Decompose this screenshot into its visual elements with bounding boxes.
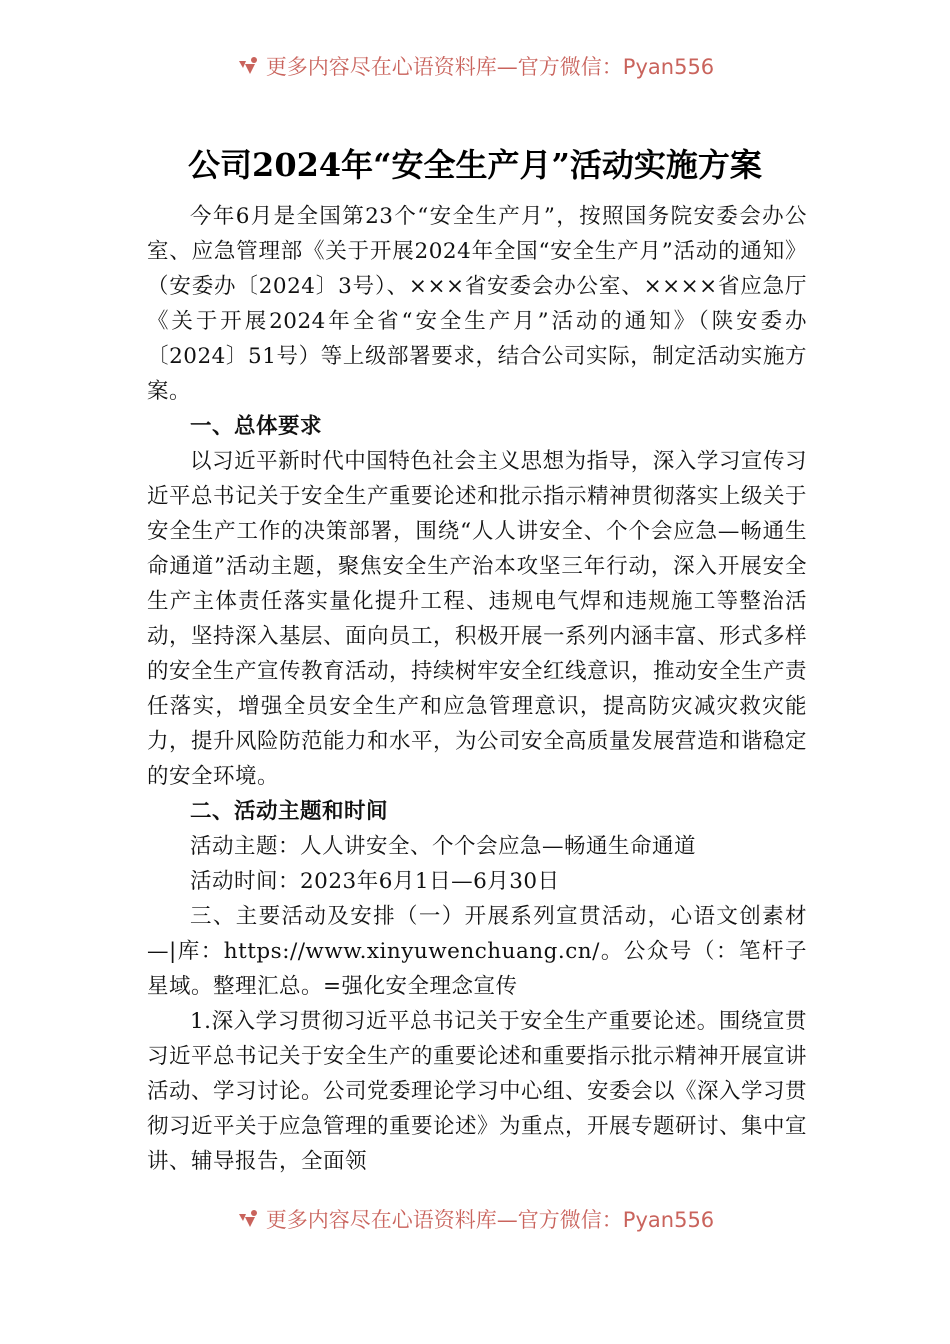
watermark-header xyxy=(0,55,950,85)
intro-paragraph: 今年6月是全国第23个“安全生产月”，按照国务院安委会办公室、应急管理部《关于开展2024年全国“安全生产月”活动的通知》（安委办〔2024〕3号）、×××省安委会办公室、××××省应急厅《关于开展2024年全省“安全生产月”活动的通知》（陕安委办〔2024〕51号）等上级部署要求，结合公司实际，制定活动实施方案。 xyxy=(147,204,807,404)
section1-paragraph: 以习近平新时代中国特色社会主义思想为指导，深入学习宣传习近平总书记关于安全生产重要论述和批示指示精神贯彻落实上级关于安全生产工作的决策部署，围绕“人人讲安全、个个会应急—畅通生命通道”活动主题，聚焦安全生产治本攻坚三年行动，深入开展安全生产主体责任落实量化提升工程、违规电气焊和违规施工等整治活动，坚持深入基层、面向员工，积极开展一系列内涵丰富、形式多样的安全生产宣传教育活动，持续树牢安全红线意识，推动安全生产责任落实，增强全员安全生产和应急管理意识，提高防灾减灾救灾能力，提升风险防范能力和水平，为公司安全高质量发展营造和谐稳定的安全环境。 xyxy=(147,449,808,789)
watermark-text: 更多内容尽在心语资料库—官方微信：Pyan556 xyxy=(265,1208,715,1232)
logo-icon xyxy=(236,1208,260,1231)
watermark-text: 更多内容尽在心语资料库—官方微信：Pyan556 xyxy=(265,55,715,79)
section3-paragraph: 三、主要活动及安排（一）开展系列宣贯活动，心语文创素材—|库：https://www.xinyuwenchuang.cn/。公众号（：笔杆子星域。整理汇总。=强化安全理念宣传 xyxy=(147,904,807,999)
section-heading-1: 一、总体要求 xyxy=(190,414,323,439)
activity-time: 活动时间：2023年6月1日—6月30日 xyxy=(190,869,560,894)
item1-paragraph: 1.深入学习贯彻习近平总书记关于安全生产重要论述。围绕宣贯习近平总书记关于安全生产的重要论述和重要指示批示精神开展宣讲活动、学习讨论。公司党委理论学习中心组、安委会以《深入学习贯彻习近平关于应急管理的重要论述》为重点，开展专题研讨、集中宣讲、辅导报告，全面领 xyxy=(147,1009,808,1174)
logo-icon xyxy=(236,55,260,78)
section-heading-2: 二、活动主题和时间 xyxy=(190,799,389,824)
document-title: 公司2024年“安全生产月”活动实施方案 xyxy=(188,146,762,184)
document-body xyxy=(147,199,807,1179)
watermark-footer xyxy=(0,1208,950,1238)
activity-theme: 活动主题：人人讲安全、个个会应急—畅通生命通道 xyxy=(190,834,697,859)
